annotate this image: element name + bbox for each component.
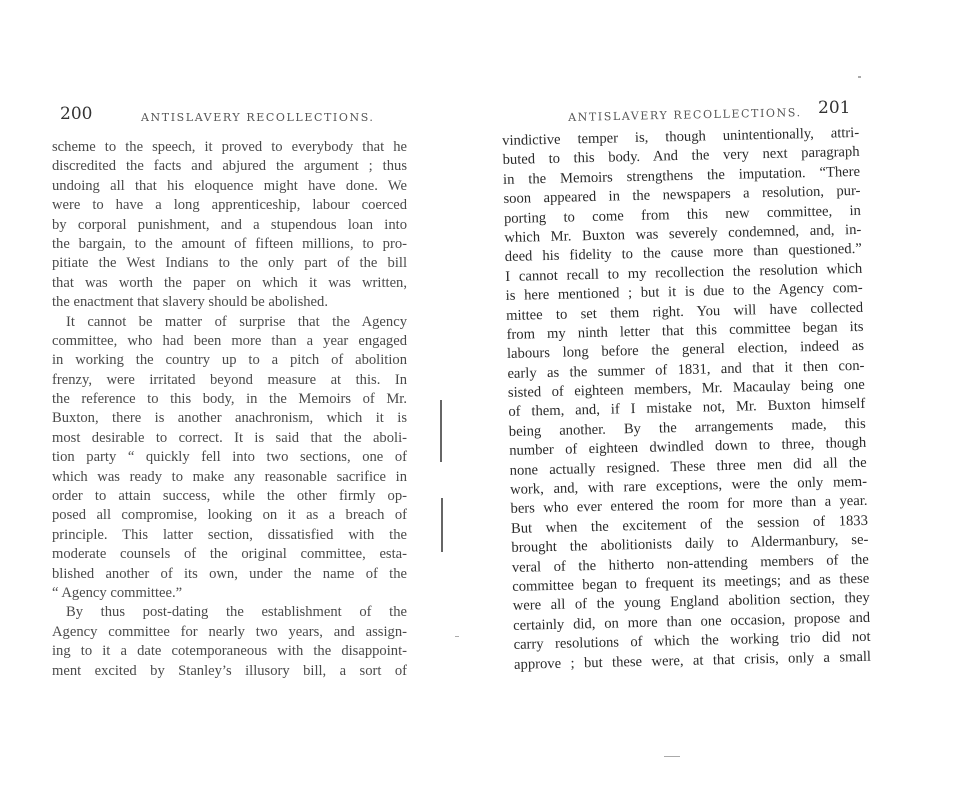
text-line: By thus post-dating the establishment of the bbox=[66, 604, 407, 621]
text-line: the reference to this body, in the Memoirs of Mr. bbox=[52, 391, 407, 408]
text-line: It cannot be matter of surprise that the Agency bbox=[66, 313, 407, 330]
text-line: porting to come from this new committee, in bbox=[503, 202, 862, 227]
text-line: from my ninth letter that this committee began its bbox=[506, 318, 864, 343]
left-running-header: ANTISLAVERY RECOLLECTIONS. bbox=[141, 111, 375, 124]
text-line: which Mr. Buxton was severely condemned, and, in- bbox=[504, 221, 862, 246]
text-line: number of eighteen dwindled down to three, though bbox=[509, 435, 867, 460]
right-page bbox=[470, 0, 980, 794]
left-page-number: 200 bbox=[60, 104, 93, 124]
text-line: were to have a long apprenticeship, labour coerced bbox=[52, 197, 407, 214]
text-line: the bargain, to the amount of fifteen millions, to pro- bbox=[52, 235, 407, 252]
text-line: sisted of eighteen members, Mr. Macaulay being one bbox=[507, 376, 866, 402]
text-line: labours long before the general election, indeed as bbox=[506, 338, 865, 363]
text-line: approve ; but these were, at that crisis, only a small bbox=[513, 648, 872, 673]
left-page bbox=[0, 0, 470, 794]
text-line: moderate counsels of the original committee, esta- bbox=[52, 546, 407, 563]
text-line: work, and, with rare exceptions, were the only mem- bbox=[509, 473, 868, 498]
text-line: blished another of its own, under the name of the bbox=[52, 565, 407, 582]
text-line: I cannot recall to my recollection the resolution which bbox=[505, 260, 863, 285]
text-line: soon appeared in the newspapers a resolution, pur- bbox=[503, 183, 861, 208]
text-line: in the Memoirs strengthens the imputation. “There bbox=[502, 163, 861, 188]
text-line: veral of the hitherto non-attending members of the bbox=[511, 551, 869, 576]
text-line: order to attain success, while the other firmly op- bbox=[52, 488, 407, 505]
text-line: being another. By the arrangements made, this bbox=[508, 415, 866, 440]
text-line: posed all compromise, looking on it as a breach of bbox=[52, 507, 407, 524]
text-line: which was ready to make any reasonable sacrifice in bbox=[52, 468, 407, 485]
text-line: “ Agency committee.” bbox=[52, 584, 183, 601]
text-line: vindictive temper is, though unintentionally, attri- bbox=[502, 124, 860, 149]
left-page-body bbox=[52, 138, 407, 681]
text-line: undoing all that his eloquence might have done. We bbox=[52, 177, 407, 194]
text-line: ment excited by Stanley’s illusory bill, a sort of bbox=[52, 662, 407, 679]
text-line: deed his fidelity to the cause more than questioned.” bbox=[504, 241, 862, 266]
text-line: brought the abolitionists daily to Aldermanbury, se- bbox=[511, 531, 869, 557]
right-running-header: ANTISLAVERY RECOLLECTIONS. bbox=[568, 106, 802, 124]
text-line: discredited the facts and abjured the argument ; thus bbox=[52, 158, 407, 175]
gutter-mark bbox=[440, 400, 442, 462]
text-line: bers who ever entered the room for more than a year. bbox=[510, 493, 868, 518]
text-line: carry resolutions of which the working trio did not bbox=[513, 628, 871, 654]
text-line: buted to this body. And the very next paragraph bbox=[502, 144, 860, 169]
text-line: in working the country up to a pitch of abolition bbox=[52, 352, 407, 369]
text-line: certainly did, on more than one occasion, propose and bbox=[513, 609, 871, 634]
text-line: that was worth the paper on which it was written, bbox=[52, 274, 407, 291]
text-line: of them, and, if I mistake not, Mr. Buxton himself bbox=[508, 396, 866, 421]
text-line: committee began to frequent its meetings; and as these bbox=[512, 570, 870, 595]
text-line: But when the excitement of the session of 1833 bbox=[510, 512, 869, 537]
text-line: Agency committee for nearly two years, and assign- bbox=[52, 623, 407, 640]
text-line: tion party “ quickly fell into two sections, one of bbox=[52, 449, 407, 466]
text-line: frenzy, were irritated beyond measure at this. In bbox=[52, 371, 407, 388]
text-line: scheme to the speech, it proved to everybody that he bbox=[52, 139, 407, 155]
text-line: none actually resigned. These three men did all the bbox=[509, 454, 867, 479]
text-line: mittee to set them right. You will have collected bbox=[505, 299, 864, 324]
text-line: the enactment that slavery should be abolished. bbox=[52, 294, 328, 311]
gutter-mark bbox=[441, 498, 443, 552]
scan-speck bbox=[455, 636, 459, 637]
text-line: is here mentioned ; but it is due to the Agency com- bbox=[505, 279, 863, 305]
text-line: committee, who had been more than a year engaged bbox=[52, 332, 407, 349]
text-line: most desirable to correct. It is said that the aboli- bbox=[52, 429, 407, 446]
text-line: pitiate the West Indians to the only part of the bill bbox=[52, 255, 407, 272]
text-line: Buxton, there is another anachronism, which it is bbox=[52, 410, 407, 427]
text-line: ing to it a date cotemporaneous with the disappoint- bbox=[52, 643, 407, 660]
text-line: were all of the young England abolition section, they bbox=[512, 590, 870, 615]
text-line: early as the summer of 1831, and that it then con- bbox=[507, 357, 865, 382]
text-line: principle. This latter section, dissatisfied with the bbox=[52, 526, 407, 543]
right-page-body bbox=[502, 124, 871, 675]
text-line: by corporal punishment, and a stupendous loan into bbox=[52, 216, 407, 233]
right-page-number: 201 bbox=[818, 98, 851, 118]
